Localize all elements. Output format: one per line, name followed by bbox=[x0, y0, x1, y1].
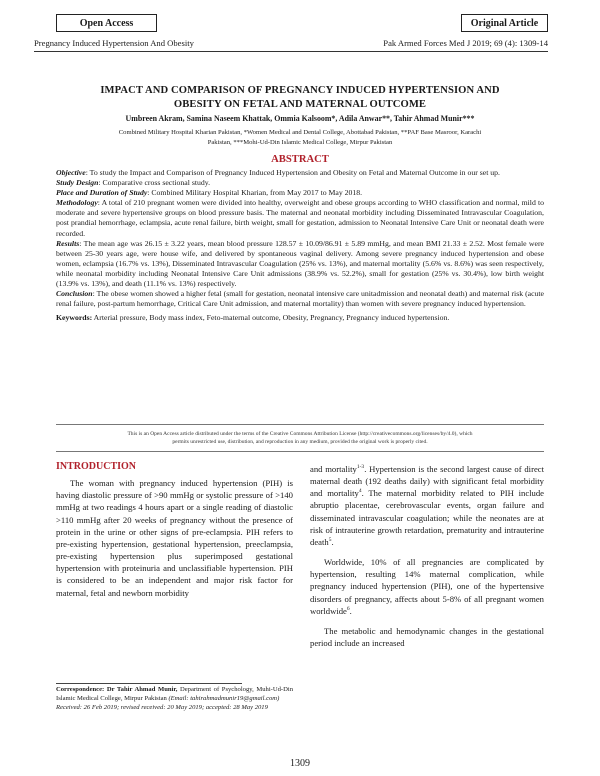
objective-text: : To study the Impact and Comparison of Pregnancy Induced Hypertension and Obesity on Fetal and Maternal Outcome in our set up. bbox=[85, 168, 500, 177]
conclusion-label: Conclusion bbox=[56, 289, 93, 299]
license-line-1: This is an Open Access article distributed under the terms of the Creative Commons Attribution License (http://creativecommons.org/licenses/by/4.0), which bbox=[127, 431, 473, 437]
original-article-tag: Original Article bbox=[461, 14, 548, 32]
abstract-heading: ABSTRACT bbox=[271, 154, 329, 165]
design-text: : Comparative cross sectional study. bbox=[98, 178, 211, 188]
body-column-right bbox=[310, 463, 544, 649]
author-list: Umbreen Akram, Samina Naseem Khattak, Ommia Kalsoom*, Adila Anwar**, Tahir Ahmad Munir*** bbox=[125, 114, 475, 123]
text-run: . bbox=[349, 605, 352, 616]
results-text: : The mean age was 26.15 ± 3.22 years, mean blood pressure 128.57 ± 10.09/86.91 ± 5.89 mmHg, and mean BMI 21.33 ± 2.52. Most female were between 25-30 years age, were house wife, and delivered by spontaneous vaginal delivery. Among severe pregnancy induced hypertension and obese women, eclampsia (16.7% vs. 13%), Disseminated Intravascular Coagulation (25% vs. 13%), and maternal mortality (5.6% vs. 8.6%) was seen respectively, while neonatal morbidity including Neonatal Intensive Care Unit admissions (38.9% vs. 52.2%), small for gestation (25% vs. 30.4%), low birth weight (13.9% vs. 13%), and death (11.1% vs. 13%) respectively. bbox=[56, 238, 544, 289]
text-run: . Hypertension is the second largest cause of direct maternal death (192 deaths daily) with significant fetal morbidity and mortality bbox=[310, 464, 544, 499]
text-run: and mortality bbox=[310, 464, 357, 474]
page-number: 1309 bbox=[290, 758, 310, 769]
abstract-methodology bbox=[56, 198, 544, 238]
intro-paragraph-1-cont bbox=[310, 463, 544, 548]
received-dates: Received: 26 Feb 2019; revised received: 20 May 2019; accepted: 28 May 2019 bbox=[56, 703, 268, 711]
keywords-label: Keywords: bbox=[56, 313, 93, 323]
citation-sup: 5 bbox=[328, 537, 332, 544]
body-column-left bbox=[56, 461, 293, 599]
place-label: Place and Duration of Study bbox=[56, 188, 148, 198]
license-divider-top bbox=[56, 424, 544, 425]
objective-label: Objective bbox=[56, 168, 86, 177]
affiliations bbox=[58, 128, 542, 148]
keywords-text: Arterial pressure, Body mass index, Feto-maternal outcome, Obesity, Pregnancy, Pregnancy induced hypertension. bbox=[92, 313, 450, 323]
footnote-divider bbox=[56, 683, 242, 684]
abstract-objective bbox=[56, 168, 544, 178]
running-header bbox=[34, 38, 548, 48]
intro-paragraph-3: The metabolic and hemodynamic changes in the gestational period include an increased bbox=[310, 625, 544, 649]
abstract-place bbox=[56, 188, 544, 198]
header-divider bbox=[34, 51, 548, 52]
text-run: . The maternal morbidity related to PIH include abruptio placentae, cerebrovascular events, organ failure and disseminated intravascular coagulation; while the neonates are at risk of intrauterine growth retardation, prematurity and intrauterine death bbox=[310, 488, 544, 547]
conclusion-text: : The obese women showed a higher fetal (small for gestation, neonatal intensive care unitadmission and neonatal death) and maternal risk (acute renal failure, post-partum hemorrhage, Critical Care Unit admission, and maternal mortality) than women with severe pregnancy induced hypertension. bbox=[56, 289, 544, 309]
abstract-conclusion bbox=[56, 289, 544, 309]
correspondence-email: (Email: tahirahmadmunir19@gmail.com) bbox=[168, 694, 280, 702]
affiliation-line-2: Pakistan, ***Mohi-Ud-Din Islamic Medical College, Mirpur Pakistan bbox=[207, 139, 393, 146]
methodology-text: : A total of 210 pregnant women were divided into healthy, overweight and obese groups according to WHO classification and normal, mild to moderate and severe hypertensive groups on blood pressure basis. The maternal and neonatal morbidity including Disseminated Intravascular Coagulation, post prandial hemorrhage, eclampsia, acute renal failure, birth weight, small for gestation, admission to Neonatal Intensive Care Unit or neonatal death were recorded. bbox=[56, 198, 544, 238]
citation-sup: 1-3 bbox=[356, 464, 365, 471]
text-run: . bbox=[331, 536, 334, 547]
journal-citation: Pak Armed Forces Med J 2019; 69 (4): 1309-14 bbox=[383, 38, 548, 48]
intro-paragraph-2 bbox=[310, 556, 544, 617]
introduction-heading: INTRODUCTION bbox=[56, 461, 137, 472]
place-text: : Combined Military Hospital Kharian, from May 2017 to May 2018. bbox=[147, 188, 363, 198]
results-label: Results bbox=[56, 238, 80, 248]
title-line-1: IMPACT AND COMPARISON OF PREGNANCY INDUCED HYPERTENSION AND bbox=[100, 85, 500, 96]
methodology-label: Methodology bbox=[56, 198, 98, 208]
correspondence-text: Department of Psychology, Muhi-Ud-Din Islamic Medical College, Mirpur Pakistan bbox=[56, 686, 293, 702]
open-access-tag: Open Access bbox=[56, 14, 157, 32]
abstract-design bbox=[56, 178, 544, 188]
license-divider-bottom bbox=[56, 451, 544, 452]
affiliation-line-1: Combined Military Hospital Kharian Pakistan, *Women Medical and Dental College, Abottabad Pakistan, **PAF Base Masroor, Karachi bbox=[118, 129, 482, 136]
license-notice bbox=[64, 430, 536, 446]
correspondence-label: Correspondence: Dr Tahir Ahmad Munir, bbox=[56, 686, 178, 693]
design-label: Study Design bbox=[56, 178, 99, 188]
abstract-keywords bbox=[56, 313, 544, 323]
text-run: Worldwide, 10% of all pregnancies are complicated by hypertension, resulting 14% maternal complication, while pregnancy induced hypertension (PIH), one of the hypertensive disorders of pregnancy, affects about 5-8% of all pregnant women worldwide bbox=[310, 557, 544, 616]
citation-sup: 6 bbox=[346, 605, 350, 612]
abstract-results bbox=[56, 239, 544, 289]
article-title bbox=[40, 84, 560, 112]
license-line-2: permits unrestricted use, distribution, and reproduction in any medium, provided the original work is properly cited. bbox=[172, 439, 428, 445]
intro-paragraph-1: The woman with pregnancy induced hypertension (PIH) is having diastolic pressure of >90 mmHg or systolic pressure of >140 mmHg at two readings 4 hours apart or a single reading of diastolic >110 mmHg after 20 weeks of pregnancy without the presence of protein in the urine or other signs of pre-eclampsia. PIH refers to pre-existing hypertension, gestational hypertension, preeclampsia, pre-existing hypertension plus superimposed gestational hypertension with proteinuria and unclassifiable hypertension. PIH is considered to be an independent and major risk factor for maternal, fetal and newborn morbidity bbox=[56, 478, 293, 598]
running-title: Pregnancy Induced Hypertension And Obesity bbox=[34, 38, 194, 48]
citation-sup: 4 bbox=[358, 488, 362, 495]
title-line-2: OBESITY ON FETAL AND MATERNAL OUTCOME bbox=[173, 99, 427, 110]
abstract-body bbox=[56, 168, 544, 323]
correspondence-footnote bbox=[56, 686, 293, 713]
